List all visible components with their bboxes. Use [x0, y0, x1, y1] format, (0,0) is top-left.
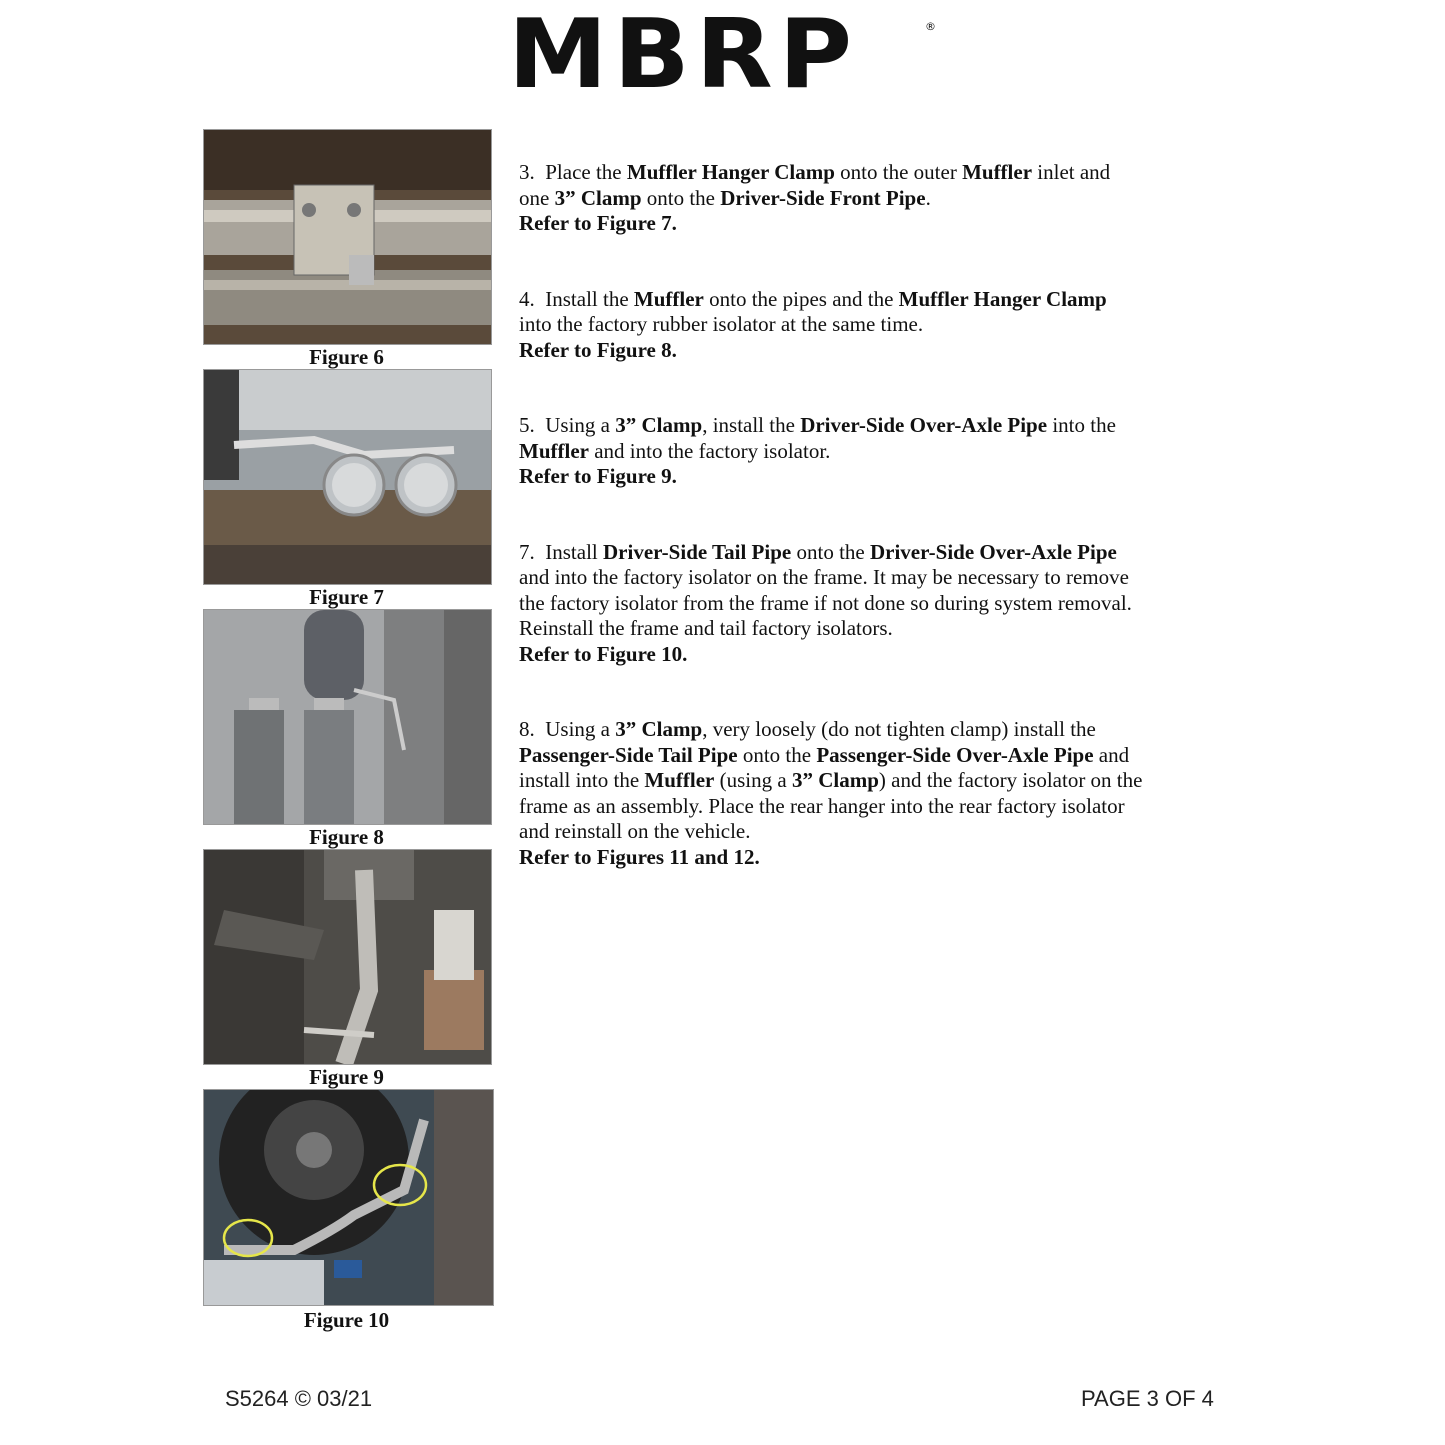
- bold-term: 3” Clamp: [791, 768, 879, 792]
- bold-term: Muffler: [962, 160, 1033, 184]
- figure-7-photo: [203, 369, 492, 585]
- figure-reference: Refer to Figure 7.: [519, 211, 677, 235]
- bold-term: Passenger-Side Over-Axle Pipe: [816, 742, 1094, 767]
- bold-term: Muffler: [644, 768, 715, 792]
- figure-10-photo: [203, 1089, 494, 1306]
- step-8: [519, 717, 1199, 870]
- step-3: [519, 160, 1199, 237]
- bold-term: Muffler: [519, 438, 589, 463]
- step-line: the factory isolator from the frame if not done so during system removal.: [519, 590, 1132, 615]
- bold-term: Driver-Side Over-Axle Pipe: [800, 413, 1048, 437]
- figure-reference: Refer to Figure 9.: [519, 464, 677, 488]
- figure-8-photo: [203, 609, 492, 825]
- step-5: [519, 413, 1199, 490]
- bold-term: Muffler Hanger Clamp: [626, 160, 835, 184]
- figure-reference: Refer to Figures 11 and 12.: [519, 844, 760, 869]
- registered-mark: ®: [925, 20, 936, 33]
- bold-term: Muffler: [633, 286, 704, 311]
- step-number: 8.: [519, 717, 546, 741]
- step-line: into the factory rubber isolator at the same time.: [519, 312, 924, 336]
- step-7: [519, 540, 1199, 668]
- instruction-steps: [519, 160, 1199, 920]
- step-line: frame as an assembly. Place the rear hanger into the rear factory isolator: [519, 793, 1125, 818]
- step-line: and into the factory isolator on the frame. It may be necessary to remove: [519, 565, 1129, 589]
- step-number: 3.: [519, 160, 546, 184]
- step-line: one 3” Clamp onto the Driver-Side Front Pipe.: [519, 185, 931, 210]
- mbrp-logo: [508, 0, 938, 110]
- bold-term: Muffler Hanger Clamp: [898, 286, 1107, 311]
- step-number: 4.: [519, 286, 546, 311]
- figure-reference: Refer to Figure 10.: [519, 641, 688, 666]
- step-line: Muffler and into the factory isolator.: [519, 438, 831, 463]
- figure-9-photo: [203, 849, 492, 1065]
- figure-6-caption: Figure 6: [309, 345, 384, 369]
- bold-term: Driver-Side Over-Axle Pipe: [869, 539, 1117, 564]
- bold-term: Driver-Side Front Pipe: [720, 185, 926, 210]
- step-line: Reinstall the frame and tail factory isolators.: [519, 616, 893, 640]
- step-line: 4. Install the Muffler onto the pipes and the Muffler Hanger Clamp: [519, 286, 1107, 311]
- figure-8-caption: Figure 8: [309, 825, 384, 849]
- step-line: install into the Muffler (using a 3” Clamp) and the factory isolator on the: [519, 768, 1143, 792]
- step-line: 3. Place the Muffler Hanger Clamp onto the outer Muffler inlet and: [519, 160, 1111, 184]
- step-line: 8. Using a 3” Clamp, very loosely (do not tighten clamp) install the: [519, 717, 1096, 741]
- step-number: 5.: [519, 413, 546, 437]
- figure-9-caption: Figure 9: [309, 1065, 384, 1089]
- footer-page-number: PAGE 3 OF 4: [1081, 1386, 1214, 1411]
- logo-text: MBRP: [508, 0, 859, 110]
- step-4: [519, 287, 1199, 364]
- figure-10-caption: Figure 10: [303, 1308, 390, 1332]
- step-line: 7. Install Driver-Side Tail Pipe onto the Driver-Side Over-Axle Pipe: [519, 539, 1117, 564]
- bold-term: Passenger-Side Tail Pipe: [519, 742, 738, 767]
- step-number: 7.: [519, 539, 546, 564]
- bold-term: 3” Clamp: [615, 413, 703, 437]
- footer-doc-id: S5264 © 03/21: [225, 1386, 373, 1411]
- step-line: and reinstall on the vehicle.: [519, 819, 751, 843]
- figure-6-photo: [203, 129, 492, 345]
- bold-term: Driver-Side Tail Pipe: [603, 539, 792, 564]
- bold-term: 3” Clamp: [615, 717, 703, 741]
- figure-reference: Refer to Figure 8.: [519, 337, 677, 362]
- bold-term: 3” Clamp: [554, 185, 642, 210]
- step-line: 5. Using a 3” Clamp, install the Driver-Side Over-Axle Pipe into the: [519, 413, 1116, 437]
- figure-7-caption: Figure 7: [309, 585, 384, 609]
- step-line: Passenger-Side Tail Pipe onto the Passenger-Side Over-Axle Pipe and: [519, 742, 1130, 767]
